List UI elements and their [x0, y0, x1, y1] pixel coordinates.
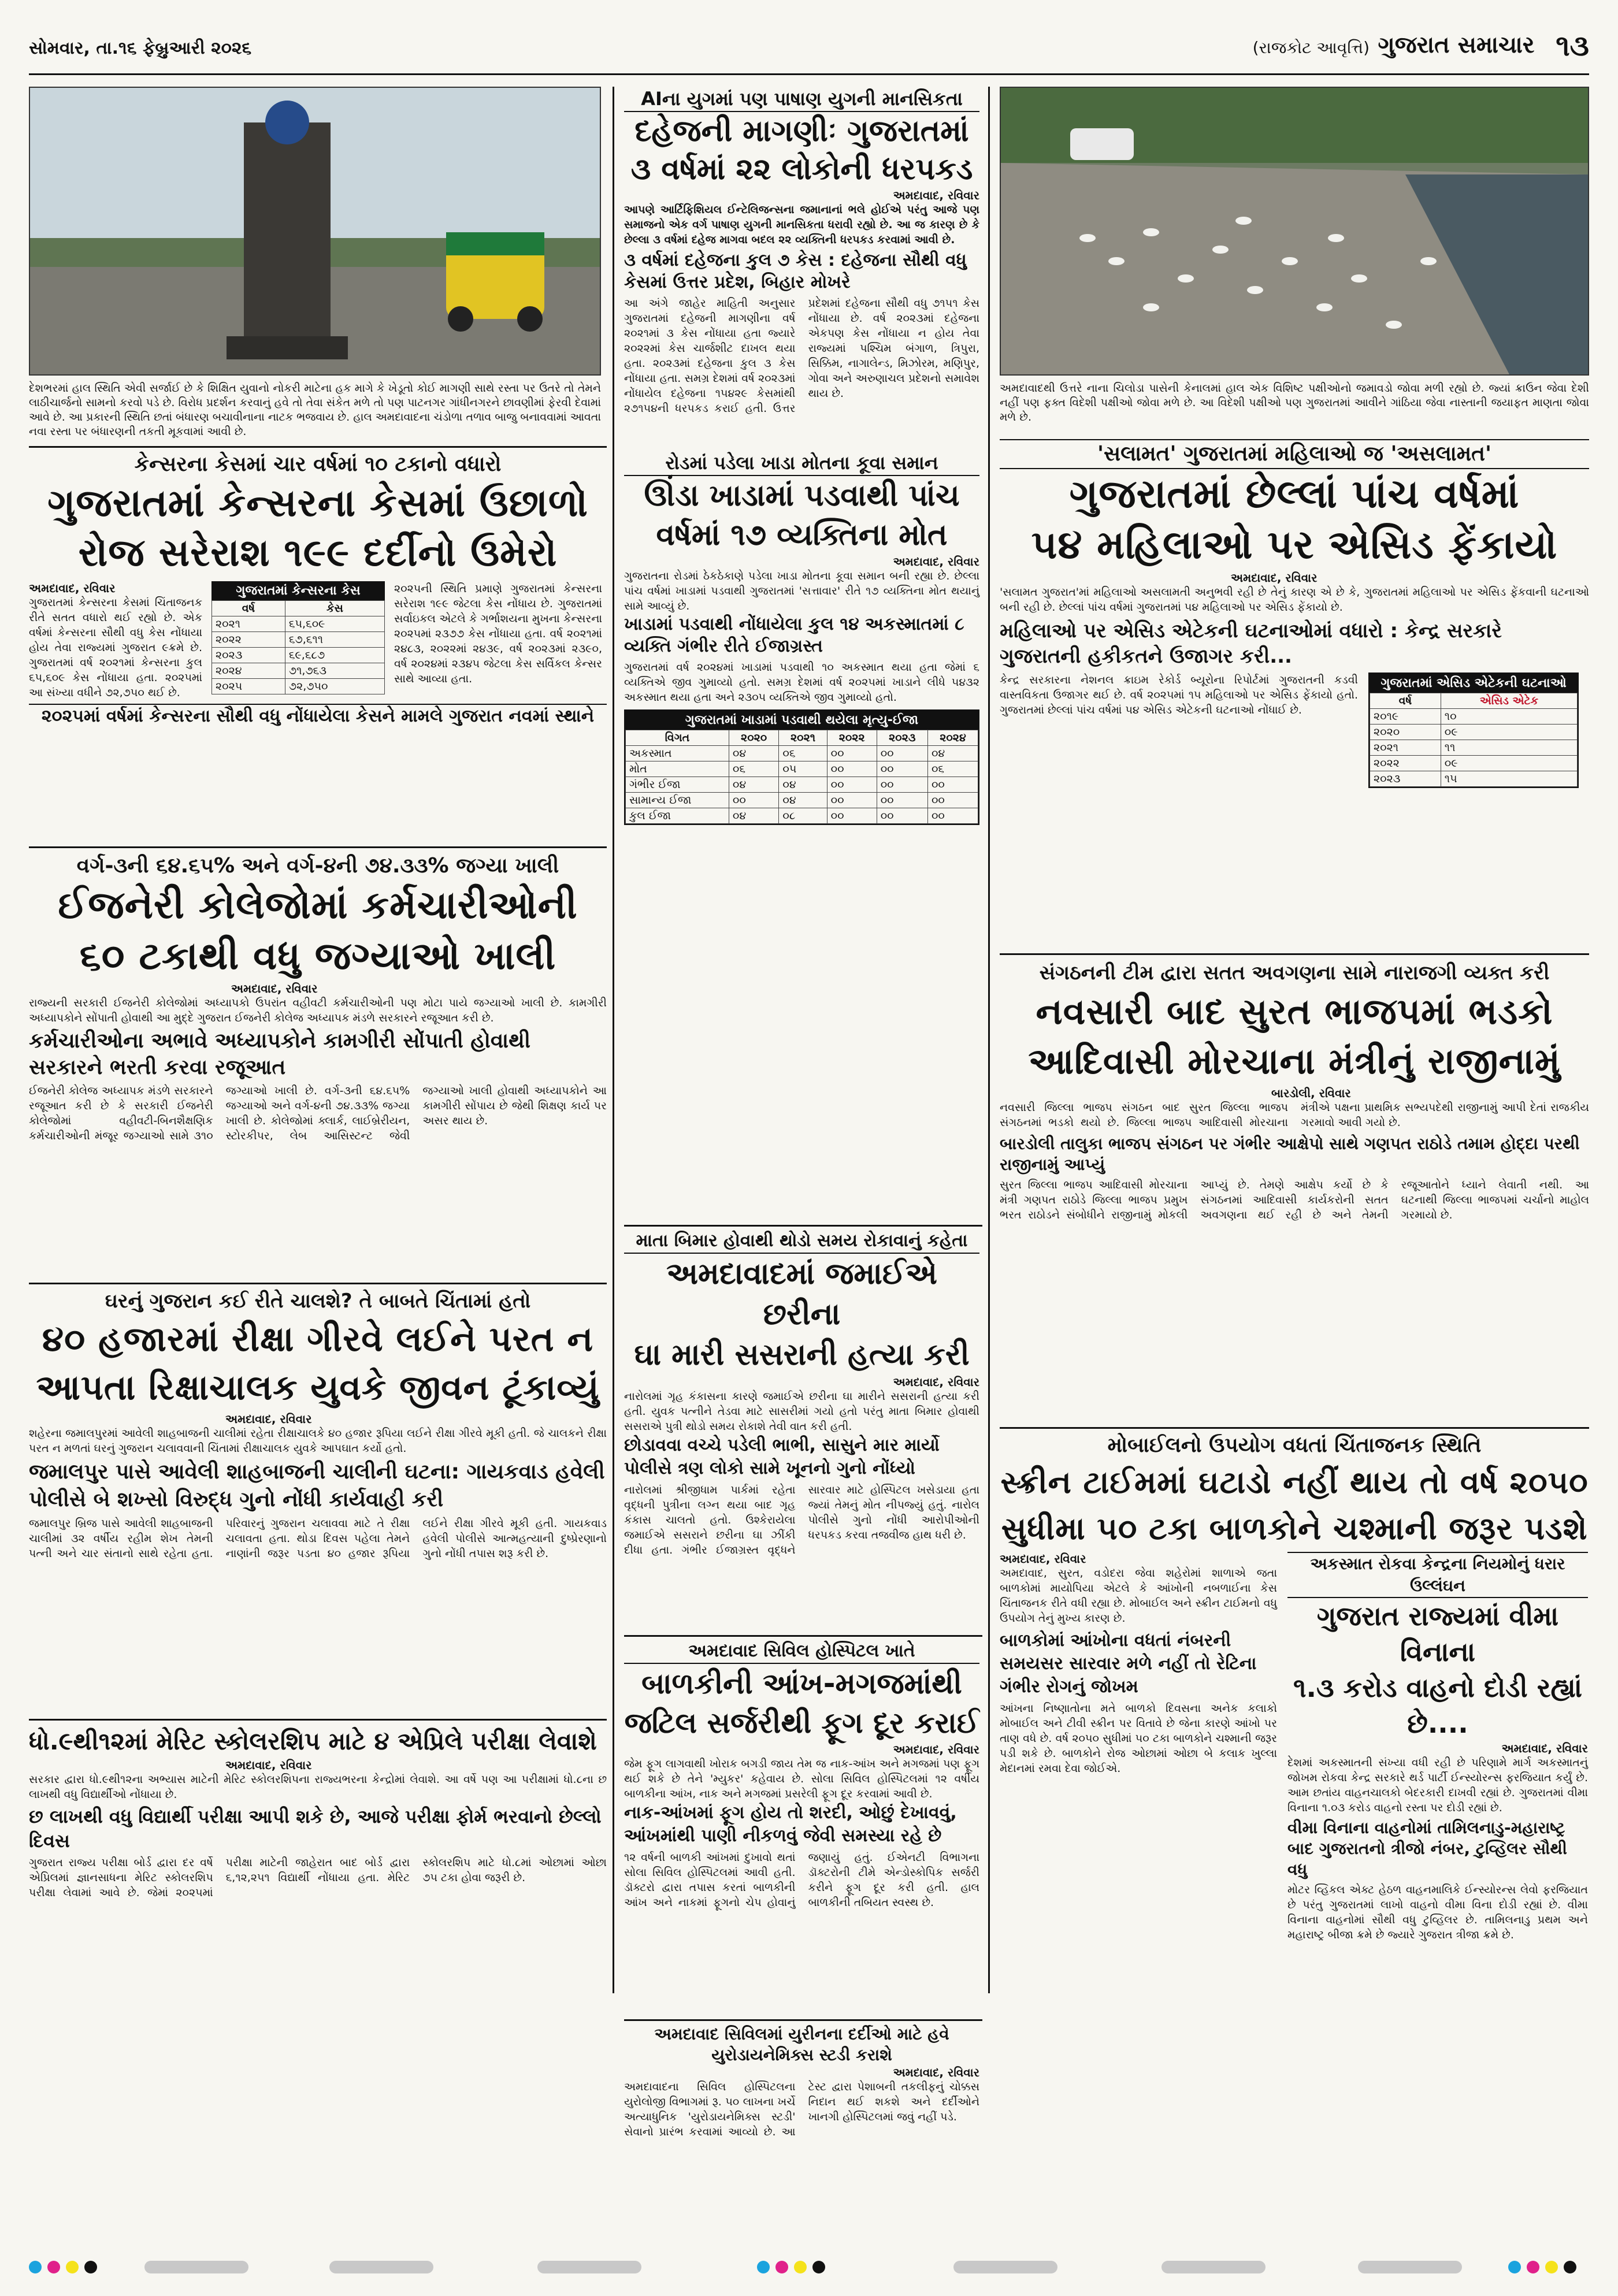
cell: ૦૬ — [927, 761, 978, 777]
navsari-kicker: સંગઠનની ટીમ દ્વારા સતત અવગણના સામે નારાજગી વ્યક્ત કરી — [1039, 961, 1550, 984]
cell: ૧૫ — [1441, 771, 1577, 787]
insurance-kicker: અકસ્માત રોકવા કેન્દ્રના નિયમોનું ધરાર ઉલ્લંઘન — [1287, 1552, 1588, 1598]
cell: ૨૦૨૨ — [1370, 756, 1441, 771]
murder-headline-2: ઘા મારી સસરાની હત્યા કરી — [634, 1338, 970, 1372]
potholes-headline-1: ઊંડા ખાડામાં પડવાથી પાંચ — [644, 478, 960, 513]
col-header: ૨૦૨૦ — [729, 730, 778, 746]
civil-dateline: અમદાવાદ, રવિવાર — [893, 1743, 979, 1756]
photo-monument — [29, 87, 601, 376]
header-edition: (રાજકોટ આવૃત્તિ) — [1252, 38, 1370, 57]
cell: સામાન્ય ઈજા — [626, 793, 729, 808]
table-row — [212, 679, 385, 694]
cell: ૦૯ — [1441, 725, 1577, 740]
registration-dots-right — [1508, 2261, 1582, 2276]
scholarship-subhead: છ લાખથી વધુ વિદ્યાર્થી પરીક્ષા આપી શકે છે, આજે પરીક્ષા ફોર્મ ભરવાનો છેલ્લો દિવસ — [29, 1805, 602, 1852]
registration-dots-center — [757, 2261, 831, 2276]
cell: ૦૦ — [827, 793, 877, 808]
cell: ૦૦ — [927, 808, 978, 824]
acid-kicker: 'સલામત' ગુજરાતમાં મહિલાઓ જ 'અસલામત' — [1000, 439, 1589, 469]
cell: ૨૦૨૩ — [1370, 771, 1441, 787]
masthead-title: ગુજરાત સમાચાર — [1378, 31, 1535, 58]
cell: મોત — [626, 761, 729, 777]
table-row — [1370, 725, 1578, 740]
cell: ૦૦ — [927, 777, 978, 793]
col-header: ૨૦૨૩ — [877, 730, 927, 746]
acid-headline-1: ગુજરાતમાં છેલ્લાં પાંચ વર્ષમાં — [1069, 471, 1520, 517]
cell: ૦૫ — [779, 761, 827, 777]
insurance-subhead: વીમા વિનાના વાહનોમાં તામિલનાડુ-મહારાષ્ટ્ર બાદ ગુજરાતનો ત્રીજો નંબર, ટુવ્હિલર સૌથી વધુ — [1287, 1818, 1567, 1879]
cell: ૨૦૨૫ — [212, 679, 285, 694]
potholes-subhead: ખાડામાં પડવાથી નોંધાયેલા કુલ ૧૪ અકસ્માતમાં ૮ વ્યક્તિ ગંભીર રીતે ઈજાગ્રસ્ત — [624, 614, 964, 656]
cell: ૦૦ — [877, 808, 927, 824]
col-header: ૨૦૨૪ — [927, 730, 978, 746]
table-row — [212, 616, 385, 632]
potholes-table-box — [624, 709, 979, 825]
article-cancer — [29, 451, 607, 844]
table-row — [1370, 771, 1578, 787]
acid-intro: 'સલામત ગુજરાત'માં મહિલાઓ અસલામતી અનુભવી રહી છે તેનું કારણ એ છે કે, ગુજરાતમાં મહિલાઓ પર એસિડ ફેંકવાની ઘટનાઓ બની રહી છે. છેલ્લાં પાંચ વર્ષમાં ગુજરાતમાં ૫૪ મહિલાઓ પર એસિડ ફેંકાયો છે. — [1000, 586, 1589, 614]
cell: ૦૮ — [779, 808, 827, 824]
table-row — [626, 793, 978, 808]
murder-subhead: છોડાવવા વચ્ચે પડેલી ભાભી, સાસુને માર માર્યો પોલીસે ત્રણ લોકો સામે ખૂનનો ગુનો નોંધ્યો — [624, 1435, 940, 1478]
article-rickshaw — [29, 1287, 607, 1715]
article-potholes — [624, 451, 979, 1225]
insurance-headline-1: ગુજરાત રાજ્યમાં વીમા વિનાના — [1316, 1600, 1559, 1667]
cell: કુલ ઈજા — [626, 808, 729, 824]
dowry-dateline: અમદાવાદ, રવિવાર — [893, 188, 979, 202]
rickshaw-subhead: જમાલપુર પાસે આવેલી શાહબાજની ચાલીની ઘટના: ગાયકવાડ હવેલી પોલીસે બે શખ્સો વિરુદ્ધ ગુનો નોંધી કાર્યવાહી કરી — [29, 1460, 605, 1511]
civil-headline-2: જટિલ સર્જરીથી ફૂગ દૂર કરાઈ — [624, 1706, 979, 1740]
cancer-body-1: ગુજરાતમાં કેન્સરના કેસમાં ચિંતાજનક રીતે સતત વધારો થઈ રહ્યો છે. એક વર્ષમાં કેન્સરના સૌથી વધુ કેસ નોંધાયા હોય તેવા રાજ્યમાં ગુજરાત ૯ક્રમે છે. ગુજરાતમાં વર્ષ ૨૦૨૧માં કેન્સરના કુલ ૬૫,૬૦૯ કેસ નોંધાયા હતા. ૨૦૨૫માં આ સંખ્યા વધીને ૭૨,૭૫૦ થઈ છે. — [29, 596, 202, 699]
article-navsari — [1000, 959, 1589, 1421]
cell: ગંભીર ઈજા — [626, 777, 729, 793]
murder-kicker: માતા બિમાર હોવાથી થોડો સમય રોકાવાનું કહેતા — [624, 1229, 979, 1254]
acid-table — [1370, 693, 1578, 787]
cell: ૦૦ — [827, 746, 877, 761]
dowry-subhead: ૩ વર્ષમાં દહેજના કુલ ૭ કેસ : દહેજના સૌથી વધુ કેસમાં ઉત્તર પ્રદેશ, બિહાર મોખરે — [624, 250, 967, 292]
screen-intro: અમદાવાદ, સુરત, વડોદરા જેવા શહેરોમાં શાળાએ જતા બાળકોમાં માયોપિયા એટલે કે આંખોની નબળાઈના કેસ ચિંતાજનક રીતે વધી રહ્યા છે. મોબાઈલ અને સ્ક્રીન ટાઈમનો વધુ ઉપયોગ તેનું મુખ્ય કારણ છે. — [1000, 1567, 1277, 1625]
cell: ૨૦૨૨ — [212, 632, 285, 648]
murder-body: નારોલમાં શ્રીજીધામ પાર્કમાં રહેતા વૃદ્ધની પુત્રીના લગ્ન થયા બાદ ગૃહ કંકાસ ચાલતો હતો. ઉશ્કેરાયેલા જમાઈએ સસરાને છરીના ઘા ઝીંકી દીધા હતા. ગંભીર ઈજાગ્રસ્ત વૃદ્ધને સારવાર માટે હોસ્પિટલ ખસેડાયા હતા જ્યાં તેમનું મોત નીપજ્યું હતું. નારોલ પોલીસે ગુનો નોંધી આરોપીઓની ધરપકડ કરવા તજવીજ હાથ ધરી છે. — [624, 1484, 979, 1556]
cell: ૬૭,૬૧૧ — [285, 632, 384, 648]
cell: ૨૦૨૧ — [212, 616, 285, 632]
monument-image — [30, 88, 600, 374]
murder-intro: નારોલમાં ગૃહ કંકાસના કારણે જમાઈએ છરીના ઘા મારીને સસરાની હત્યા કરી હતી. યુવક પત્નીને તેડવા માટે સાસરીમાં ગયો હતો પરંતુ માતા બિમાર હોવાથી સસરાએ પુત્રી થોડો સમય રોકાશે તેવી વાત કરી હતી. — [624, 1390, 979, 1433]
acid-table-box — [1368, 673, 1579, 788]
dowry-headline-1: દહેજની માગણીઃ ગુજરાતમાં — [634, 114, 969, 148]
cell: ૦૦ — [827, 808, 877, 824]
cell: ૨૦૨૪ — [212, 663, 285, 679]
dowry-headline-2: ૩ વર્ષમાં ૨૨ લોકોની ધરપકડ — [630, 152, 973, 187]
article-screen — [1000, 1432, 1589, 1941]
potholes-kicker: રોડમાં પડેલા ખાડા મોતના કૂવા સમાન — [624, 451, 979, 476]
cell: ૦૪ — [779, 793, 827, 808]
cancer-body-2: ૨૦૨૫ની સ્થિતિ પ્રમાણે ગુજરાતમાં કેન્સરના સરેરાશ ૧૯૯ જેટલા કેસ નોંધાય છે. ગુજરાતમાં સર્વાઇકલ એટલે કે ગર્ભાશયના મુખના કેન્સરના ૨૦૨૫માં ૨૩૭૭ કેસ નોંધાયા હતા. વર્ષ ૨૦૨૧માં ૨૪૮૩, ૨૦૨૨માં ૨૪૩૯, વર્ષ ૨૦૨૩માં ૨૩૯૦, વર્ષ ૨૦૨૪માં ૨૩૪૫ જેટલા કેસ સર્વિકલ કેન્સર સાથે આવ્યા હતા. — [394, 582, 602, 685]
article-dowry — [624, 87, 979, 445]
cancer-table — [211, 600, 385, 694]
screen-kicker: મોબાઈલનો ઉપયોગ વધતાં ચિંતાજનક સ્થિતિ — [1107, 1433, 1482, 1457]
cell: ૦૬ — [779, 746, 827, 761]
col-header: ૨૦૨૨ — [827, 730, 877, 746]
insurance-headline-2: ૧.૩ કરોડ વાહનો દોડી રહ્યાં છે.... — [1293, 1672, 1583, 1739]
acid-headline-2: ૫૪ મહિલાઓ પર એસિડ ફેંકાયો — [1031, 522, 1558, 568]
screen-subhead: બાળકોમાં આંખોના વધતાં નંબરની સમયસર સારવાર મળે નહીં તો રેટિના ગંભીર રોગનું જોખમ — [1000, 1630, 1257, 1697]
grey-bar — [144, 2261, 248, 2273]
cell: ૧૦ — [1441, 709, 1577, 725]
article-acid — [1000, 439, 1589, 948]
acid-table-title: ગુજરાતમાં એસિડ એટેકની ઘટનાઓ — [1370, 674, 1578, 693]
potholes-table — [625, 730, 978, 824]
cell: ૨૦૨૦ — [1370, 725, 1441, 740]
murder-headline-1: અમદાવાદમાં જમાઈએ છરીના — [666, 1257, 937, 1332]
rickshaw-headline-2: આપતા રિક્ષાચાલક યુવકે જીવન ટૂંકાવ્યું — [36, 1368, 600, 1408]
cell: ૦૦ — [827, 761, 877, 777]
col-header: ૨૦૨૧ — [779, 730, 827, 746]
screen-headline-1: સ્ક્રીન ટાઈમમાં ઘટાડો નહીં થાય તો વર્ષ ૨૦૫૦ — [1000, 1464, 1589, 1500]
cell: ૦૦ — [729, 793, 778, 808]
table-row — [626, 761, 978, 777]
civil-kicker: અમદાવાદ સિવિલ હોસ્પિટલ ખાતે — [624, 1640, 979, 1664]
engineering-body: ઈજનેરી કોલેજ અધ્યાપક મંડળે સરકારને રજૂઆત કરી છે કે સરકારી ઈજનેરી કોલેજોમાં વહીવટી-બિનશૈક્ષણિક કર્મચારીઓની મંજૂર જગ્યાઓ સામે ૩૧૦ જગ્યાઓ ખાલી છે. વર્ગ-૩ની ૬૪.૬૫% જગ્યાઓ અને વર્ગ-૪ની ૭૪.૩૩% જગ્યા ખાલી છે. કોલેજોમાં ક્લાર્ક, લાઈબ્રેરીયન, સ્ટોરકીપર, લેબ આસિસ્ટન્ટ જેવી જગ્યાઓ ખાલી હોવાથી અધ્યાપકોને આ કામગીરી સોંપાય છે જેથી શિક્ષણ કાર્ય પર અસર થાય છે. — [29, 1084, 607, 1142]
acid-dateline: અમદાવાદ, રવિવાર — [1231, 571, 1318, 585]
rickshaw-intro: શહેરના જમાલપુરમાં આવેલી શાહબાજની ચાલીમાં રહેતા રીક્ષાચાલકે ૪૦ હજાર રૂપિયા લઈને રીક્ષા ગીરવે મૂકી હતી. જે ચાલકને રીક્ષા પરત ન મળતાં ઘરનું ગુજરાન ચલાવવાની ચિંતામાં રીક્ષાચાલક યુવકે આપઘાત કર્યો હતો. — [29, 1427, 607, 1455]
cell: ૦૪ — [729, 746, 778, 761]
col-header: એસિડ એટેક — [1441, 693, 1577, 709]
navsari-headline-1: નવસારી બાદ સુરત ભાજપમાં ભડકો — [1036, 990, 1553, 1032]
screen-body: આંખના નિષ્ણાતોના મતે બાળકો દિવસના અનેક કલાકો મોબાઈલ અને ટીવી સ્ક્રીન પર વિતાવે છે જેના કારણે આંખો પર તાણ વધે છે. વર્ષ ૨૦૫૦ સુધીમાં ૫૦ ટકા બાળકોને ચશ્માની જરૂર પડી શકે છે. બાળકોને રોજ ઓછામાં ઓછા બે કલાક ખુલ્લા મેદાનમાં રમવા દેવા જોઈએ. — [1000, 1702, 1277, 1775]
engineering-kicker: વર્ગ-૩ની ૬૪.૬૫% અને વર્ગ-૪ની ૭૪.૩૩% જગ્યા ખાલી — [76, 854, 559, 878]
cell: ૦૦ — [877, 793, 927, 808]
col-header: વિગત — [626, 730, 729, 746]
cell: ૨૦૨૧ — [1370, 740, 1441, 756]
cancer-headline-1: ગુજરાતમાં કેન્સરના કેસમાં ઉછાળો — [47, 481, 588, 525]
table-row — [1370, 740, 1578, 756]
table-row — [626, 746, 978, 761]
cancer-dateline: અમદાવાદ, રવિવાર — [29, 581, 116, 595]
cancer-kicker: કેન્સરના કેસમાં ચાર વર્ષમાં ૧૦ ટકાનો વધારો — [134, 452, 502, 476]
potholes-body: ગુજરાતમાં વર્ષ ૨૦૨૪માં ખાડામાં પડવાથી ૧૦ અકસ્માત થયા હતા જેમાં ૬ વ્યક્તિએ જીવ ગુમાવ્યો હતો. સમગ્ર દેશમાં વર્ષ ૨૦૨૫માં ખાડાને લીધે ૫૪૩૨ અકસ્માત થયા હતા અને ૨૩૦૫ વ્યક્તિએ જીવ ગુમાવ્યો હતો. — [624, 661, 979, 704]
cell: ૦૪ — [927, 746, 978, 761]
table-row — [212, 632, 385, 648]
header-date: સોમવાર, તા.૧૬ ફેબ્રુઆરી ૨૦૨૬ — [29, 38, 252, 58]
birds-image — [1001, 88, 1588, 374]
cell: ૦૪ — [779, 777, 827, 793]
navsari-intro: નવસારી જિલ્લા ભાજપ સંગઠન બાદ સુરત જિલ્લા ભાજપ સંગઠનમાં ભડકો થયો છે. જિલ્લા ભાજપ આદિવાસી મોરચાના મંત્રીએ પક્ષના પ્રાથમિક સભ્યપદેથી રાજીનામું આપી દેતાં રાજકીય ગરમાવો આવી ગયો છે. — [1000, 1101, 1589, 1129]
cell: ૭૧,૭૬૩ — [285, 663, 384, 679]
insurance-body: મોટર વ્હિકલ એક્ટ હેઠળ વાહનમાલિકે ઈન્સ્યોરન્સ લેવો ફરજિયાત છે પરંતુ ગુજરાતમાં લાખો વાહનો વીમા વિના દોડી રહ્યાં છે. વીમા વિનાના વાહનોમાં સૌથી વધુ ટુવ્હિલર છે. તામિલનાડુ પ્રથમ અને મહારાષ્ટ્ર બીજા ક્રમે છે જ્યારે ગુજરાત ત્રીજા ક્રમે છે. — [1287, 1883, 1588, 1941]
scholarship-intro: સરકાર દ્વારા ધો.૯થી૧૨ના અભ્યાસ માટેની મેરિટ સ્કોલરશિપના રાજ્યભરના કેન્દ્રોમાં લેવાશે. આ વર્ષે પણ આ પરીક્ષામાં ધો.૮ના છ લાખથી વધુ વિદ્યાર્થીઓ નોંધાયા છે. — [29, 1773, 607, 1801]
dowry-body: આ અંગે જાહેર માહિતી અનુસાર ગુજરાતમાં દહેજની માગણીના વર્ષ ૨૦૨૧માં ૩ કેસ નોંધાયા હતા જ્યારે ૨૦૨૨માં કેસ ચાર્જશીટ દાખલ થયા હતા. ૨૦૨૩માં દહેજના કુલ ૩ કેસ નોંધાયા હતા. સમગ્ર દેશમાં વર્ષ ૨૦૨૩માં નોંધાયેલ દહેજના ૧૫૪૨૯ કેસમાંથી ૨૭૧૫૪ની ધરપકડ કરાઈ હતી. ઉત્તર પ્રદેશમાં દહેજના સૌથી વધુ ૭૧૫૧ કેસ નોંધાયા છે. વર્ષ ૨૦૨૩માં દહેજના એકપણ કેસ નોંધાયા ન હોય તેવા રાજ્યમાં પશ્ચિમ બંગાળ, ત્રિપુરા, સિક્કિમ, નાગાલેન્ડ, મિઝોરમ, મણિપુર, ગોવા અને અરુણાચલ પ્રદેશનો સમાવેશ થાય છે. — [624, 297, 979, 415]
cell: ૦૯ — [1441, 756, 1577, 771]
cancer-table-box — [211, 581, 385, 700]
cancer-table-title: ગુજરાતમાં કેન્સરના કેસ — [211, 581, 385, 600]
cell: ૨૦૨૩ — [212, 648, 285, 663]
article-engineering — [29, 852, 607, 1280]
page-header — [29, 23, 1589, 75]
acid-subhead: મહિલાઓ પર એસિડ એટેકની ઘટનાઓમાં વધારો : કેન્દ્ર સરકારે ગુજરાતની હકીકતને ઉજાગર કરી... — [1000, 619, 1502, 668]
rickshaw-headline-1: ૪૦ હજારમાં રીક્ષા ગીરવે લઈને પરત ન — [42, 1319, 594, 1359]
potholes-table-title: ગુજરાતમાં ખાડામાં પડવાથી થયેલા મૃત્યુ-ઈજા — [625, 711, 978, 730]
civil-headline-1: બાળકીની આંખ-મગજમાંથી — [641, 1667, 962, 1700]
cell: ૬૯,૬૮૭ — [285, 648, 384, 663]
article-civil — [624, 1640, 979, 2015]
print-registration-strip — [29, 2256, 1589, 2279]
scholarship-body: ગુજરાત રાજ્ય પરીક્ષા બોર્ડ દ્વારા દર વર્ષે એપ્રિલમાં જ્ઞાનસાધના મેરિટ સ્કોલરશિપ પરીક્ષા લેવામાં આવે છે. જેમાં ૨૦૨૫માં પરીક્ષા માટેની જાહેરાત બાદ બોર્ડ દ્વારા ૬,૧૨,૨૫૧ વિદ્યાર્થી નોંધાયા હતા. મેરિટ સ્કોલરશિપ માટે ધો.૮માં ઓછામાં ઓછા ૭૫ ટકા હોવા જરૂરી છે. — [29, 1856, 607, 1899]
scholarship-headline: ધો.૯થી૧૨માં મેરિટ સ્કોલરશિપ માટે ૪ એપ્રિલે પરીક્ષા લેવાશે — [29, 1727, 597, 1755]
engineering-headline-2: ૬૦ ટકાથી વધુ જગ્યાઓ ખાલી — [79, 934, 556, 978]
table-row — [212, 648, 385, 663]
cell: ૭૨,૭૫૦ — [285, 679, 384, 694]
potholes-intro: ગુજરાતના રોડમાં ઠેકઠેકાણે પડેલા ખાડા મોતના કૂવા સમાન બની રહ્યા છે. છેલ્લા પાંચ વર્ષમાં ખાડામાં પડવાથી ગુજરાતમાં 'સત્તાવાર' રીતે ૧૭ વ્યક્તિના મોત થયાનું સામે આવ્યું છે. — [624, 570, 979, 612]
cell: ૬૫,૬૦૯ — [285, 616, 384, 632]
insurance-dateline: અમદાવાદ, રવિવાર — [1501, 1741, 1588, 1755]
navsari-dateline: બારડોલી, રવિવાર — [1271, 1086, 1351, 1100]
table-row — [626, 808, 978, 824]
registration-dots-left — [29, 2261, 103, 2276]
grey-bar — [329, 2261, 433, 2273]
table-row — [1370, 756, 1578, 771]
uro-headline: અમદાવાદ સિવિલમાં યુરીનના દર્દીઓ માટે હવે યુરોડાયનેમિક્સ સ્ટડી કરાશે — [654, 2024, 949, 2064]
article-murder — [624, 1229, 979, 1634]
navsari-body: સુરત જિલ્લા ભાજપ આદિવાસી મોરચાના મંત્રી ગણપત રાઠોડે જિલ્લા ભાજપ પ્રમુખ ભરત રાઠોડને સંબોધીને રાજીનામું મોકલી આપ્યું છે. તેમણે આક્ષેપ કર્યો છે કે સંગઠનમાં આદિવાસી કાર્યકરોની સતત અવગણના થઈ રહી છે અને તેમની રજૂઆતોને ધ્યાને લેવાતી નથી. આ ઘટનાથી જિલ્લા ભાજપમાં ચર્ચાનો માહોલ ગરમાયો છે. — [1000, 1179, 1589, 1221]
murder-dateline: અમદાવાદ, રવિવાર — [893, 1375, 979, 1389]
acid-body: કેન્દ્ર સરકારના નેશનલ ક્રાઇમ રેકોર્ડ બ્યૂરોના રિપોર્ટમાં ગુજરાતની કડવી વાસ્તવિકતા ઉજાગર થઈ છે. વર્ષ ૨૦૨૫માં ૧૫ મહિલાઓ પર એસિડ ફેંકાયો હતો. ગુજરાતમાં છેલ્લાં પાંચ વર્ષમાં ૫૪ એસિડ એટેકની ઘટનાઓ નોંધાઈ છે. — [1000, 674, 1358, 716]
potholes-headline-2: વર્ષમાં ૧૭ વ્યક્તિના મોત — [656, 518, 948, 552]
photo-monument-caption: દેશભરમાં હાલ સ્થિતિ એવી સર્જાઈ છે કે શિક્ષિત યુવાનો નોકરી માટેના હક માગે કે ખેડૂતો કોઈ માગણી સાથે રસ્તા પર ઉતરે તો તેમને લાઠીચાર્જનો સામનો કરવો પડે છે. વિરોધ પ્રદર્શન કરવાનું હવે તો તેવા સંકેત મળે તો પણ પાટનગર ગાંધીનગરને છાવણીમાં ફેરવી દેવામાં આવે છે. આ પ્રકારની સ્થિતિ છતાં બંધારણ બચાવીનાના નાટક ભજવાય છે. હાલ અમદાવાદના ચંડોળા તળાવ બાજુ બનાવવામાં આવતા નવા રસ્તા પર બંધારણની તકતી મૂકવામાં આવી છે. — [29, 382, 601, 438]
grey-bar — [1161, 2261, 1266, 2273]
cell: ૧૧ — [1441, 740, 1577, 756]
civil-body: ૧૨ વર્ષની બાળકી આંખમાં દુખાવો થતાં સોલા સિવિલ હોસ્પિટલમાં આવી હતી. ડૉક્ટરો દ્વારા તપાસ કરતાં બાળકીની આંખ અને નાકમાં ફૂગનો ચેપ હોવાનું જણાયું હતું. ઈએનટી વિભાગના ડૉક્ટરોની ટીમે એન્ડોસ્કોપિક સર્જરી કરીને ફૂગ દૂર કરી હતી. હાલ બાળકીની તબિયત સ્વસ્થ છે. — [624, 1851, 979, 1909]
uro-dateline: અમદાવાદ, રવિવાર — [893, 2065, 979, 2079]
engineering-dateline: અમદાવાદ, રવિવાર — [231, 982, 318, 995]
engineering-subhead: કર્મચારીઓના અભાવે અધ્યાપકોને કામગીરી સોંપાતી હોવાથી સરકારને ભરતી કરવા રજૂઆત — [29, 1029, 531, 1079]
dowry-kicker: AIના યુગમાં પણ પાષાણ યુગની માનસિકતા — [624, 87, 979, 112]
photo-birds-caption: અમદાવાદથી ઉત્તરે નાના ચિલોડા પાસેની કેનાલમાં હાલ એક વિશિષ્ટ પક્ષીઓનો જમાવડો જોવા મળી રહ્યો છે. જ્યાં ક્રાઉન જેવા દેશી નહીં પણ ફક્ત વિદેશી પક્ષીઓ જોવા મળે છે. આ વિદેશી પક્ષીઓ પણ ગુજરાતમાં આવીને ગાંઠિયા જેવા નાસ્તાની જયાફત માણતા જોવા મળે છે. — [1000, 382, 1589, 423]
potholes-dateline: અમદાવાદ, રવિવાર — [893, 555, 979, 569]
insurance-intro: દેશમાં અકસ્માતની સંખ્યા વધી રહી છે પરિણામે માર્ગ અકસ્માતનું જોખમ રોકવા કેન્દ્ર સરકારે થર્ડ પાર્ટી ઈન્સ્યોરન્સ ફરજિયાત કર્યું છે. આમ છતાંય વાહનચાલકો બેદરકારી દાખવી રહ્યાં છે. ગુજરાતમાં વીમા વિનાના ૧.૦૩ કરોડ વાહનો રસ્તા પર દોડી રહ્યાં છે. — [1287, 1756, 1588, 1814]
uro-body: અમદાવાદના સિવિલ હોસ્પિટલના યુરોલોજી વિભાગમાં રૂ. ૫૦ લાખના ખર્ચે અત્યાધુનિક 'યુરોડાયનેમિક્સ સ્ટડી' સેવાનો પ્રારંભ કરવામાં આવ્યો છે. આ ટેસ્ટ દ્વારા પેશાબની તકલીફનું ચોક્કસ નિદાન થઈ શકશે અને દર્દીઓને ખાનગી હોસ્પિટલમાં જવું નહીં પડે. — [624, 2080, 979, 2138]
cell: ૦૪ — [729, 808, 778, 824]
cell: ૦૦ — [877, 746, 927, 761]
insurance-block — [1287, 1552, 1588, 1942]
rickshaw-body: જમાલપુર બ્રિજ પાસે આવેલી શાહબાજની ચાલીમાં ૩૨ વર્ષીય રહીમ શેખ તેમની પત્ની અને ચાર સંતાનો સાથે રહેતા હતા. પરિવારનું ગુજરાન ચલાવવા માટે તે રીક્ષા ચલાવતા હતા. થોડા દિવસ પહેલા તેમને નાણાંની જરૂર પડતા ૪૦ હજાર રૂપિયા લઈને રીક્ષા ગીરવે મૂકી હતી. ગાયકવાડ હવેલી પોલીસે આત્મહત્યાની દુષ્પ્રેરણાનો ગુનો નોંધી તપાસ શરૂ કરી છે. — [29, 1517, 607, 1560]
grey-bar — [953, 2261, 1057, 2273]
col-header: વર્ષ — [1370, 693, 1441, 709]
grey-bar — [537, 2261, 641, 2273]
cell: અકસ્માત — [626, 746, 729, 761]
article-scholarship — [29, 1725, 607, 1996]
engineering-headline-1: ઈજનેરી કોલેજોમાં કર્મચારીઓની — [58, 883, 578, 927]
cell: ૨૦૧૯ — [1370, 709, 1441, 725]
screen-headline-2: સુધીમા ૫૦ ટકા બાળકોને ચશ્માની જરૂર પડશે — [1001, 1510, 1588, 1547]
table-row — [1370, 709, 1578, 725]
article-uro — [624, 2024, 979, 2243]
screen-dateline: અમદાવાદ, રવિવાર — [1000, 1552, 1086, 1566]
dowry-intro: આપણે આર્ટિફિશિયલ ઈન્ટેલિજન્સના જમાનાનાં ભલે હોઈએ પરંતુ આજે પણ સમાજનો એક વર્ગ પાષાણ યુગની માનસિકતા ધરાવી રહ્યો છે. આ જ કારણ છે કે છેલ્લા ૩ વર્ષમાં દહેજ માગવા બદલ ૨૨ વ્યક્તિની ધરપકડ કરવામાં આવી છે. — [624, 203, 979, 246]
cell: ૦૦ — [877, 761, 927, 777]
cell: ૦૦ — [877, 777, 927, 793]
civil-intro: જેમ ફૂગ લાગવાથી ખોરાક બગડી જાય તેમ જ નાક-આંખ અને મગજમાં પણ ફૂગ થઈ શકે છે તેને 'મ્યુકર' કહેવાય છે. સોલા સિવિલ હોસ્પિટલમાં ૧૨ વર્ષીય બાળકીના આંખ, નાક અને મગજમાં પ્રસરેલી ફૂગ દૂર કરવામાં આવી છે. — [624, 1758, 979, 1800]
cancer-headline-2: રોજ સરેરાશ ૧૯૯ દર્દીનો ઉમેરો — [78, 530, 558, 575]
page-number: ૧૩ — [1556, 29, 1589, 62]
navsari-headline-2: આદિવાસી મોરચાના મંત્રીનું રાજીનામું — [1028, 1040, 1561, 1082]
table-row — [212, 663, 385, 679]
cancer-col-year: વર્ષ — [212, 601, 285, 616]
table-row — [626, 777, 978, 793]
photo-birds — [1000, 87, 1589, 376]
cancer-col-cases: કેસ — [285, 601, 384, 616]
rickshaw-dateline: અમદાવાદ, રવિવાર — [225, 1412, 312, 1426]
navsari-subhead: બારડોલી તાલુકા ભાજપ સંગઠન પર ગંભીર આક્ષેપો સાથે ગણપત રાઠોડે તમામ હોદ્દા પરથી રાજીનામું આપ્યું — [1000, 1134, 1580, 1174]
cell: ૦૦ — [927, 793, 978, 808]
cell: ૦૦ — [827, 777, 877, 793]
grey-bar — [1358, 2261, 1462, 2273]
civil-subhead: નાક-આંખમાં ફૂગ હોય તો શરદી, ઓછું દેખાવવું, આંખમાંથી પાણી નીકળવું જેવી સમસ્યા રહે છે — [624, 1803, 957, 1846]
rickshaw-kicker: ઘરનું ગુજરાન કઈ રીતે ચાલશે? તે બાબતે ચિંતામાં હતો — [105, 1290, 531, 1313]
cancer-footer: ૨૦૨૫માં વર્ષમાં કેન્સરના સૌથી વધુ નોંધાયેલા કેસને મામલે ગુજરાત નવમાં સ્થાને — [29, 704, 607, 728]
cell: ૦૬ — [729, 761, 778, 777]
scholarship-dateline: અમદાવાદ, રવિવાર — [225, 1758, 312, 1772]
engineering-intro: રાજ્યની સરકારી ઈજનેરી કોલેજોમાં અધ્યાપકો ઉપરાંત વહીવટી કર્મચારીઓની પણ મોટા પાયે જગ્યાઓ ખાલી છે. કામગીરી અધ્યાપકોને સોંપાતી હોવાથી આ મુદ્દે ગુજરાત ઈજનેરી કોલેજ અધ્યાપક મંડળે સરકારને રજૂઆત કરી છે. — [29, 997, 607, 1024]
cell: ૦૪ — [729, 777, 778, 793]
